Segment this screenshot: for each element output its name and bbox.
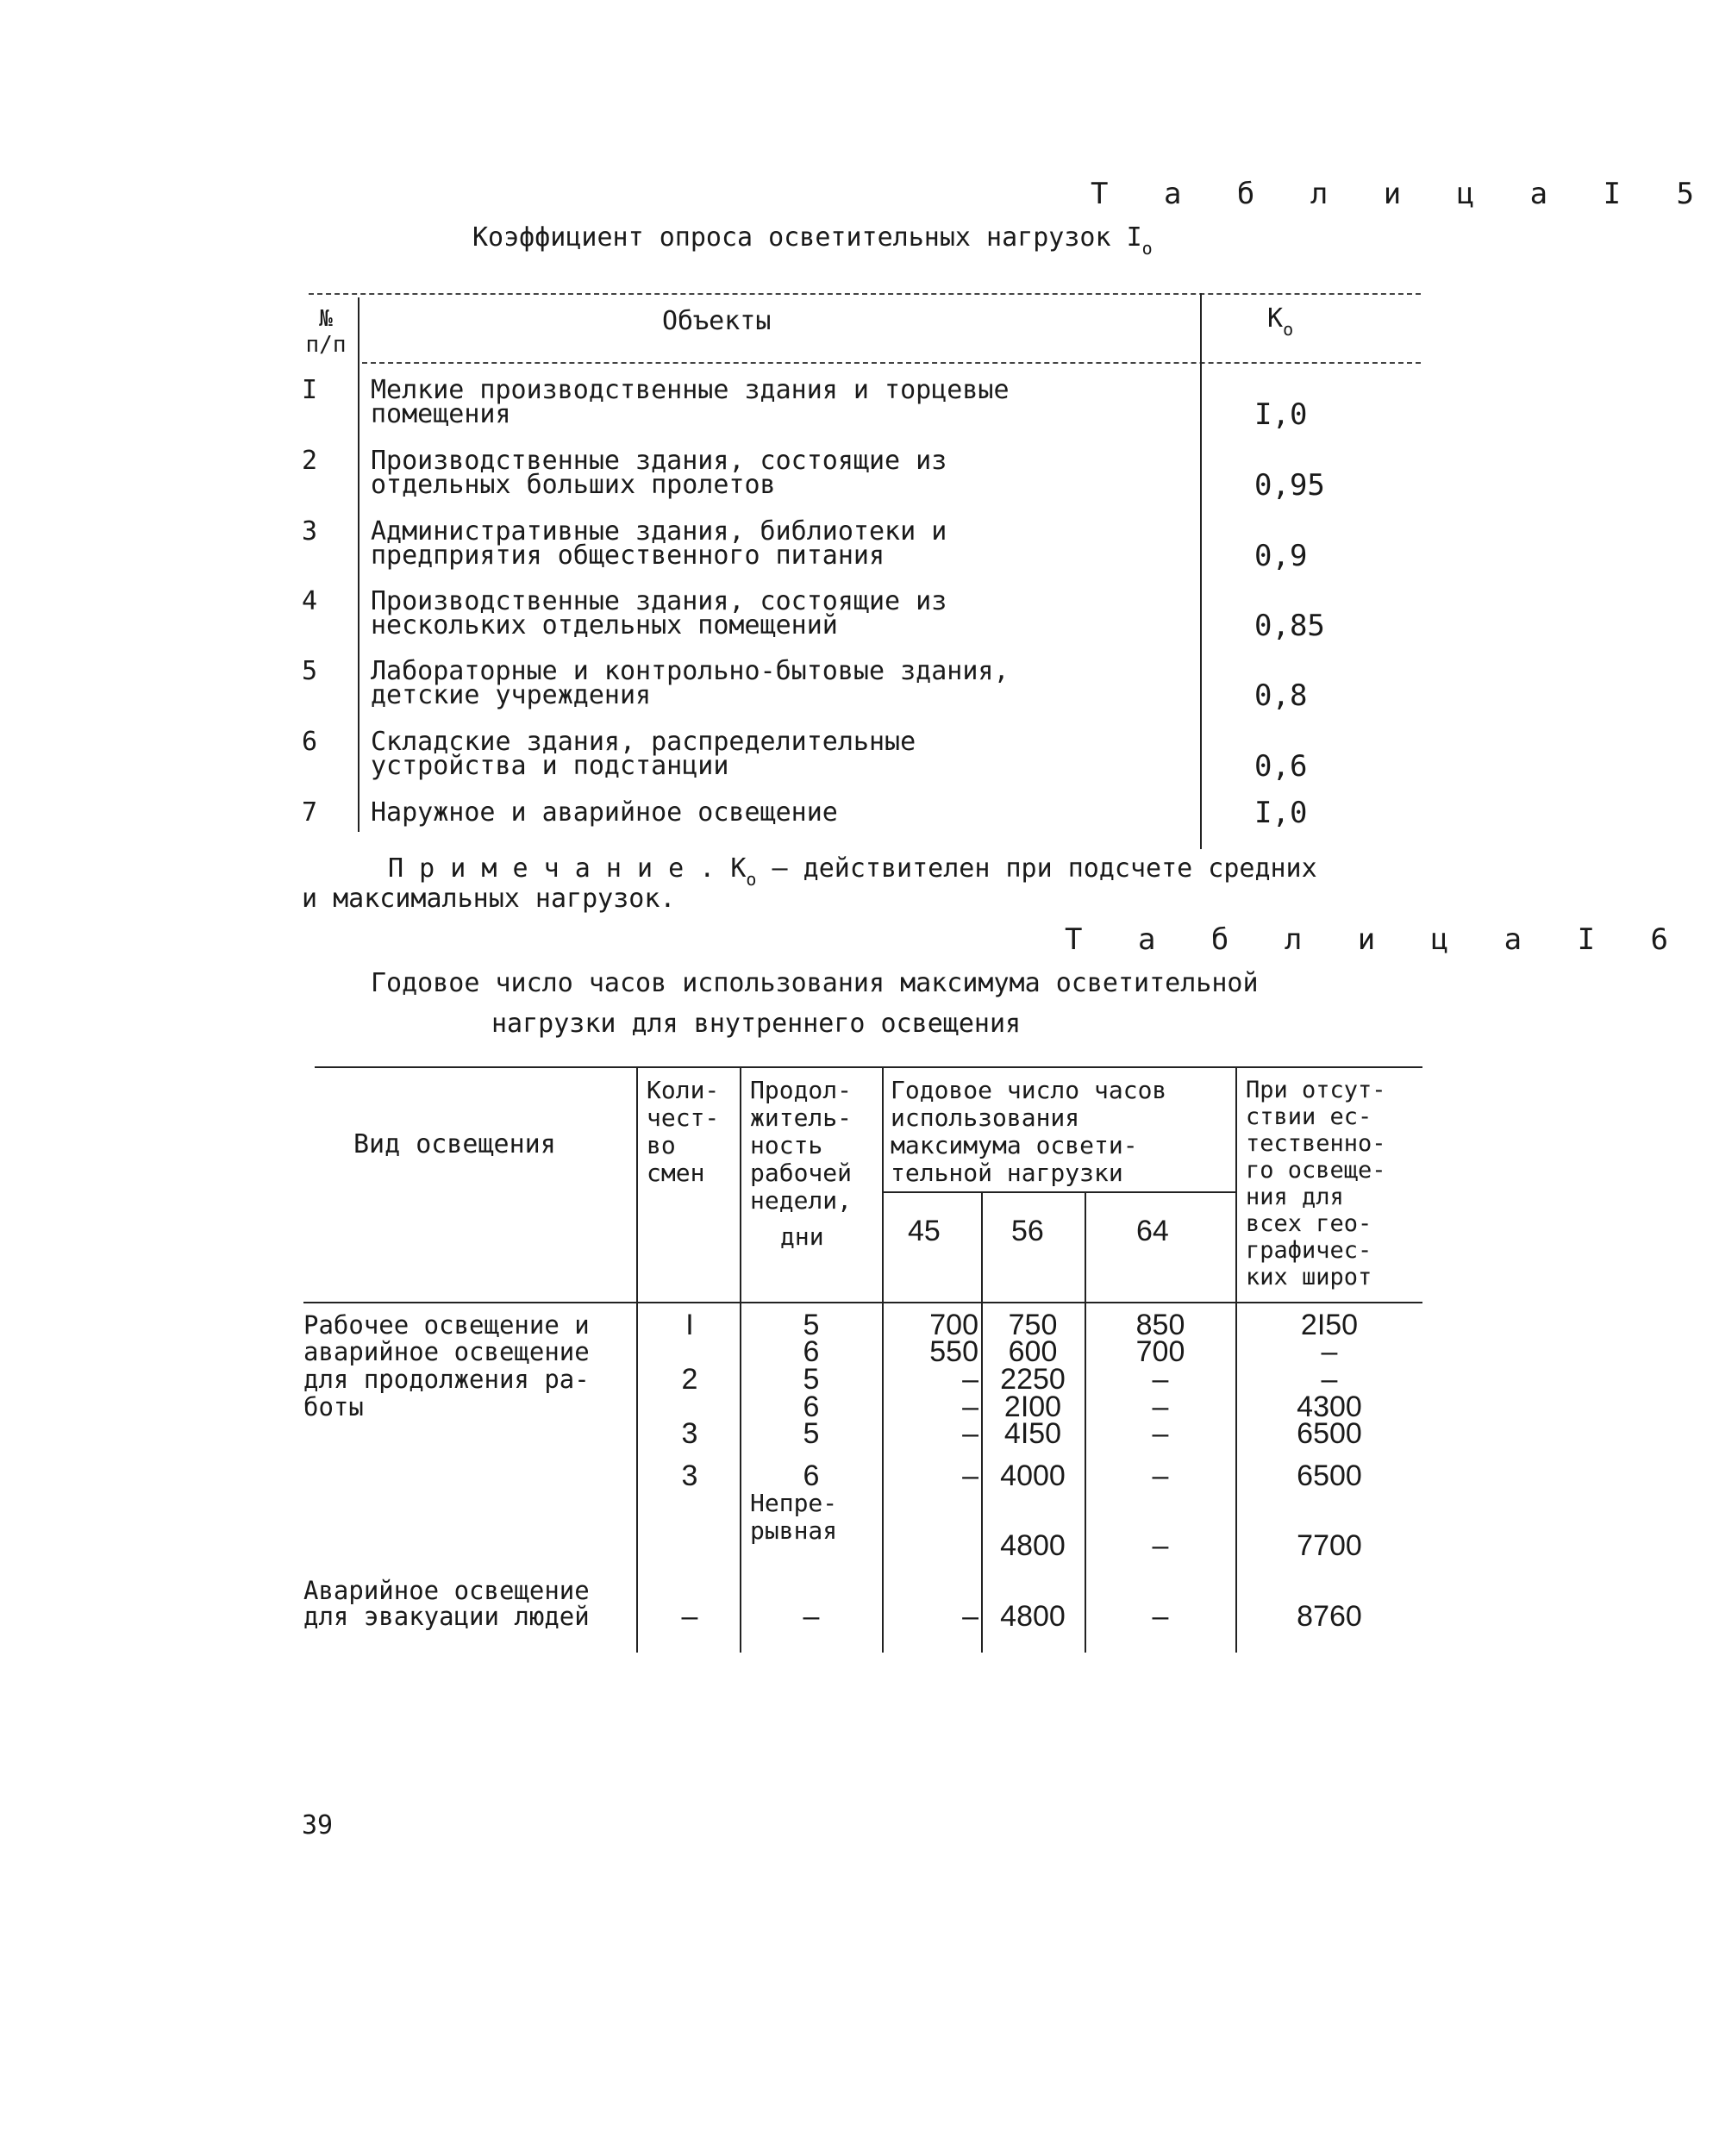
table16-header-absent-line: ствии ес- xyxy=(1246,1103,1372,1130)
table16-cell-absent: – xyxy=(1321,1363,1338,1396)
table16-header-annual-line: Годовое число часов xyxy=(891,1076,1167,1104)
table16-col-divider-6 xyxy=(1235,1066,1237,1653)
table15-caption-text: Коэффициент опроса осветительных нагрузок I xyxy=(472,222,1142,253)
table16-header-absent-line: ких широт xyxy=(1246,1264,1372,1290)
table16-header-latitude: 45 xyxy=(908,1215,941,1247)
table16-header-absent-line: всех гео- xyxy=(1246,1210,1372,1237)
table16-header-shifts-line: смен xyxy=(647,1159,705,1187)
table15-row-k-value: I,0 xyxy=(1254,796,1308,830)
table16-cell-days: 6 xyxy=(803,1459,820,1492)
table16-header-shifts-line: Коли- xyxy=(647,1076,720,1104)
table16-header-shifts-line: во xyxy=(647,1131,676,1159)
table16-cell-shifts: 3 xyxy=(681,1459,698,1492)
table16-header-week-line: рабочей xyxy=(750,1159,853,1187)
table16-col-divider-3 xyxy=(882,1066,884,1653)
table16-header-type: Вид освещения xyxy=(353,1129,556,1159)
table16-cell-lat45: – xyxy=(962,1417,978,1450)
table16-col-divider-1 xyxy=(636,1066,638,1653)
table15-header-objects: Объекты xyxy=(662,306,772,336)
table15-row-object-line1: Производственные здания, состоящие из xyxy=(371,586,947,616)
table16-col-divider-4 xyxy=(981,1191,983,1653)
table16-header-absent-line: тественно- xyxy=(1246,1130,1386,1157)
table16-cell-lat64: – xyxy=(1152,1459,1169,1492)
table15-row-object-line1: Административные здания, библиотеки и xyxy=(371,516,947,547)
table15-row-k-value: 0,95 xyxy=(1254,468,1325,503)
table15-row-number: 7 xyxy=(302,797,318,828)
table16-cell-lat56: 4I50 xyxy=(1003,1417,1062,1450)
table15-row-object-line1: Складские здания, распределительные xyxy=(371,727,916,757)
table16-cell-absent: – xyxy=(1321,1335,1338,1368)
table16-lighting-type-line: для продолжения ра- xyxy=(303,1365,590,1394)
table16-cell-shifts: 3 xyxy=(681,1417,698,1450)
table16-lighting-type-line: Аварийное освещение xyxy=(303,1576,590,1605)
table15-row-number: 3 xyxy=(302,516,318,547)
table15-row-number: 2 xyxy=(302,446,318,476)
table15-header-number: № п/п xyxy=(305,306,347,358)
table16-cell-shifts: – xyxy=(681,1600,698,1633)
table16-header-annual-line: максимума освети- xyxy=(891,1131,1138,1159)
table16-cell-absent: 6500 xyxy=(1297,1459,1362,1492)
table16-cell-lat56: 4800 xyxy=(1000,1529,1066,1562)
table16-cell-lat45: – xyxy=(962,1390,978,1423)
table15-row-k-value: I,0 xyxy=(1254,397,1308,432)
table16-cell-lat56: 4800 xyxy=(1000,1600,1066,1633)
table15-caption xyxy=(472,222,1153,259)
table15-header-k-sub: о xyxy=(1283,319,1294,340)
table15-top-rule xyxy=(309,293,1421,295)
table16-header-absent-line: го освеще- xyxy=(1246,1157,1386,1184)
table16-cell-days: 5 xyxy=(803,1363,820,1396)
table15-note-line2: и максимальных нагрузок. xyxy=(302,884,676,914)
table15-row-k-value: 0,9 xyxy=(1254,539,1308,573)
table16-header-latitude: 64 xyxy=(1136,1215,1169,1247)
table16-cell-lat45: 550 xyxy=(929,1335,978,1368)
table16-cell-lat64: 850 xyxy=(1135,1309,1185,1341)
table15-row-number: 5 xyxy=(302,656,318,686)
table16-cell-shifts: 2 xyxy=(681,1363,698,1396)
table16-cell-days: – xyxy=(803,1600,820,1633)
table15-row-number: 6 xyxy=(302,727,318,757)
table16-cell-lat45: 700 xyxy=(929,1309,978,1341)
table16-header-week-line: недели, xyxy=(750,1186,853,1215)
table16-cell-lat56: 600 xyxy=(1008,1335,1058,1368)
table16-caption-line2: нагрузки для внутреннего освещения xyxy=(491,1009,1022,1039)
table15-row-object-line1: Производственные здания, состоящие из xyxy=(371,446,947,476)
table16-cell-shifts: I xyxy=(685,1309,694,1341)
table16-latitude-rule xyxy=(882,1191,1235,1193)
table16-header-week-line: дни xyxy=(780,1222,824,1251)
table16-cell-lat64: – xyxy=(1152,1529,1169,1562)
table16-cell-absent: 7700 xyxy=(1297,1529,1362,1562)
table16-caption-line1: Годовое число часов использования максимума осветительной xyxy=(371,968,1259,998)
table15-row-object-line1: Мелкие производственные здания и торцевые xyxy=(371,375,1010,405)
table15-row-object-line2: отдельных больших пролетов xyxy=(371,470,776,500)
table15-row-number: I xyxy=(302,375,318,405)
table15-row-object-line2: помещения xyxy=(371,399,511,429)
table15-row-object-line2: устройства и подстанции xyxy=(371,751,729,781)
table16-header-rule xyxy=(303,1302,1422,1303)
table16-cell-days: Непре- рывная xyxy=(750,1489,838,1545)
table15-note-text: – действителен при подсчете средних xyxy=(756,853,1317,884)
table15-header-rule xyxy=(362,362,1421,364)
table16-header-week-line: Продол- xyxy=(750,1076,853,1104)
table16-cell-absent: 6500 xyxy=(1297,1417,1362,1450)
table16-lighting-type-line: боты xyxy=(303,1392,364,1422)
table16-col-divider-5 xyxy=(1085,1191,1086,1653)
table16-header-shifts-line: чест- xyxy=(647,1103,720,1132)
table16-cell-lat56: 2250 xyxy=(1000,1363,1066,1396)
table16-cell-days: 6 xyxy=(803,1390,820,1423)
table16-cell-lat64: – xyxy=(1152,1390,1169,1423)
table15-note-line1 xyxy=(388,853,1317,890)
table15-header-k-text: К xyxy=(1267,303,1284,334)
table16-header-absent-line: графичес- xyxy=(1246,1237,1372,1264)
table16-header-absent-line: При отсут- xyxy=(1246,1077,1386,1103)
table16-lighting-type-line: Рабочее освещение и xyxy=(303,1310,590,1340)
table15-row-k-value: 0,8 xyxy=(1254,678,1308,713)
table16-cell-absent: 2I50 xyxy=(1300,1309,1359,1341)
table16-label: Т а б л и ц а I 6 xyxy=(1065,922,1687,957)
table16-cell-lat45: – xyxy=(962,1600,978,1633)
table16-top-rule xyxy=(315,1066,1422,1068)
table15-row-object-line2: нескольких отдельных помещений xyxy=(371,610,838,641)
table16-header-week-line: житель- xyxy=(750,1103,853,1132)
table16-cell-lat56: 750 xyxy=(1008,1309,1058,1341)
table15-note-k: К xyxy=(730,853,747,884)
page-number: 39 xyxy=(302,1810,334,1840)
table16-lighting-type-line: аварийное освещение xyxy=(303,1337,590,1366)
table16-cell-absent: 4300 xyxy=(1297,1390,1362,1423)
table15-header-k xyxy=(1267,303,1294,340)
table16-cell-absent: 8760 xyxy=(1297,1600,1362,1633)
table16-cell-lat64: – xyxy=(1152,1417,1169,1450)
table15-row-object-line1: Наружное и аварийное освещение xyxy=(371,797,838,828)
table16-cell-days: 5 xyxy=(803,1417,820,1450)
table15-row-k-value: 0,6 xyxy=(1254,749,1308,784)
table15-caption-sub: о xyxy=(1141,238,1153,259)
table16-cell-lat56: 2I00 xyxy=(1003,1390,1062,1423)
table15-note-head: П р и м е ч а н и е . xyxy=(388,853,716,884)
table16-header-annual-line: использования xyxy=(891,1103,1080,1132)
table15-row-k-value: 0,85 xyxy=(1254,609,1325,643)
table16-lighting-type-line: для эвакуации людей xyxy=(303,1602,590,1631)
table16-header-latitude: 56 xyxy=(1011,1215,1044,1247)
table15-row-number: 4 xyxy=(302,586,318,616)
table16-header-annual-line: тельной нагрузки xyxy=(891,1159,1123,1187)
table15-row-object-line1: Лабораторные и контрольно-бытовые здания, xyxy=(371,656,1010,686)
table16-cell-days: 6 xyxy=(803,1335,820,1368)
table16-header-week-line: ность xyxy=(750,1131,823,1159)
table16-cell-lat56: 4000 xyxy=(1000,1459,1066,1492)
table16-cell-lat64: – xyxy=(1152,1600,1169,1633)
table16-header-absent-line: ния для xyxy=(1246,1184,1344,1210)
table15-row-object-line2: предприятия общественного питания xyxy=(371,541,885,571)
table15-row-object-line2: детские учреждения xyxy=(371,680,652,710)
table16-cell-lat64: – xyxy=(1152,1363,1169,1396)
table15-label: Т а б л и ц а I 5 xyxy=(1091,177,1713,211)
table15-note-k-sub: о xyxy=(746,869,757,890)
table15-col-divider-1 xyxy=(358,297,359,832)
table15-col-divider-2 xyxy=(1200,293,1202,849)
table16-cell-days: 5 xyxy=(803,1309,820,1341)
table16-cell-lat64: 700 xyxy=(1135,1335,1185,1368)
table16-col-divider-2 xyxy=(740,1066,741,1653)
table16-cell-lat45: – xyxy=(962,1459,978,1492)
table16-cell-lat45: – xyxy=(962,1363,978,1396)
